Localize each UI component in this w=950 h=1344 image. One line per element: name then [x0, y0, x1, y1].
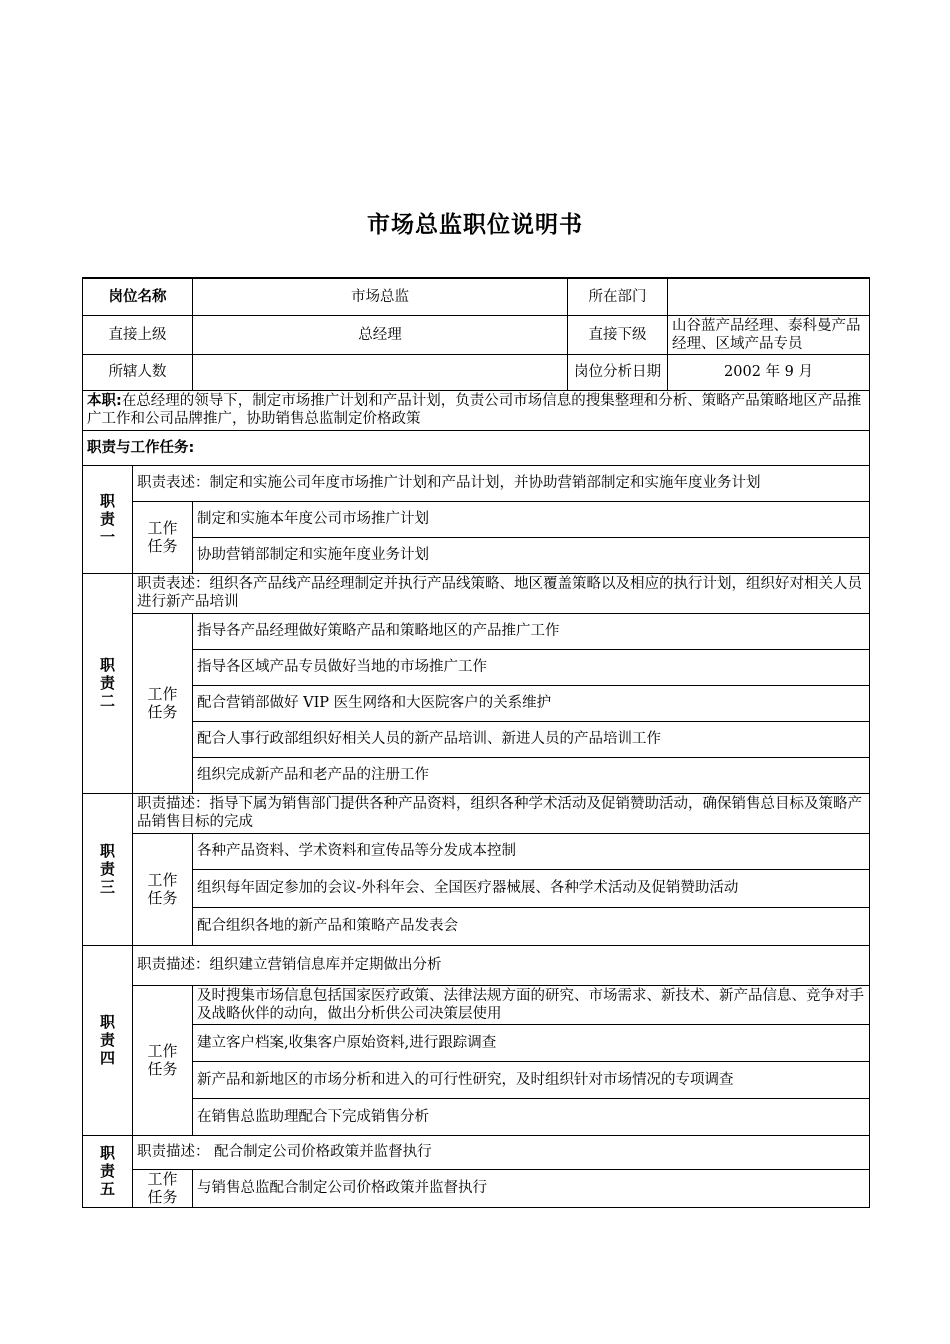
subordinates-label: 直接下级: [568, 315, 668, 354]
duty-4-work-label: 工作 任务: [133, 985, 193, 1135]
duty-2-name: 职 责 二: [83, 573, 133, 793]
duty-3-description: 职责描述：指导下属为销售部门提供各种产品资料，组织各种学术活动及促销赞助活动，确保销售总目标及策略产品销售目标的完成: [133, 793, 870, 833]
position-name-label: 岗位名称: [83, 278, 193, 315]
duty-5-description: 职责描述： 配合制定公司价格政策并监督执行: [133, 1135, 870, 1169]
duty-1-work-label: 工作 任务: [133, 501, 193, 573]
department-label: 所在部门: [568, 278, 668, 315]
duty-3-name: 职 责 三: [83, 793, 133, 945]
duty-2-work-label: 工作 任务: [133, 613, 193, 793]
duty-4-task-4: 在销售总监助理配合下完成销售分析: [193, 1098, 870, 1135]
duty-5-task-1: 与销售总监配合制定公司价格政策并监督执行: [193, 1169, 870, 1207]
duty-2-task-2: 指导各区域产品专员做好当地的市场推广工作: [193, 649, 870, 685]
duty-1-description: 职责表述：制定和实施公司年度市场推广计划和产品计划，并协助营销部制定和实施年度业务计划: [133, 465, 870, 501]
duty-2-task-5: 组织完成新产品和老产品的注册工作: [193, 757, 870, 793]
subordinates-value: 山谷蓝产品经理、泰科曼产品经理、区域产品专员: [668, 315, 870, 354]
position-name-value: 市场总监: [193, 278, 568, 315]
duty-1-task-2: 协助营销部制定和实施年度业务计划: [193, 537, 870, 573]
department-value: [668, 278, 870, 315]
summary-text: 在总经理的领导下，制定市场推广计划和产品计划，负责公司市场信息的搜集整理和分析、策略产品策略地区产品推广工作和公司品牌推广，协助销售总监制定价格政策: [87, 393, 862, 427]
duties-heading: 职责与工作任务:: [83, 430, 870, 465]
duty-4-task-1: 及时搜集市场信息包括国家医疗政策、法律法规方面的研究、市场需求、新技术、新产品信息、竞争对手及战略伙伴的动向，做出分析供公司决策层使用: [193, 985, 870, 1024]
duty-2-description: 职责表述：组织各产品线产品经理制定并执行产品线策略、地区覆盖策略以及相应的执行计划，组织好对相关人员进行新产品培训: [133, 573, 870, 613]
duty-2-task-3: 配合营销部做好 VIP 医生网络和大医院客户的关系维护: [193, 685, 870, 721]
duty-4-task-2: 建立客户档案,收集客户原始资料,进行跟踪调查: [193, 1024, 870, 1061]
supervisor-value: 总经理: [193, 315, 568, 354]
supervisor-label: 直接上级: [83, 315, 193, 354]
analysis-date-value: 2002 年 9 月: [668, 354, 870, 390]
duty-2-task-4: 配合人事行政部组织好相关人员的新产品培训、新进人员的产品培训工作: [193, 721, 870, 757]
duty-1-task-1: 制定和实施本年度公司市场推广计划: [193, 501, 870, 537]
staff-count-value: [193, 354, 568, 390]
duty-3-work-label: 工作 任务: [133, 833, 193, 945]
duty-2-task-1: 指导各产品经理做好策略产品和策略地区的产品推广工作: [193, 613, 870, 649]
staff-count-label: 所辖人数: [83, 354, 193, 390]
duty-3-task-3: 配合组织各地的新产品和策略产品发表会: [193, 907, 870, 945]
job-summary: [83, 390, 870, 430]
duty-1-name: 职 责 一: [83, 465, 133, 573]
summary-label: 本职:: [87, 393, 122, 409]
analysis-date-label: 岗位分析日期: [568, 354, 668, 390]
duty-4-description: 职责描述：组织建立营销信息库并定期做出分析: [133, 945, 870, 985]
duty-3-task-2: 组织每年固定参加的会议-外科年会、全国医疗器械展、各种学术活动及促销赞助活动: [193, 869, 870, 907]
duty-5-work-label: 工作 任务: [133, 1169, 193, 1207]
job-description-table: [82, 277, 870, 1208]
duty-5-name: 职 责 五: [83, 1135, 133, 1207]
duty-3-task-1: 各种产品资料、学术资料和宣传品等分发成本控制: [193, 833, 870, 869]
duty-4-name: 职 责 四: [83, 945, 133, 1135]
page-title: 市场总监职位说明书: [367, 212, 583, 238]
duty-4-task-3: 新产品和新地区的市场分析和进入的可行性研究，及时组织针对市场情况的专项调查: [193, 1061, 870, 1098]
